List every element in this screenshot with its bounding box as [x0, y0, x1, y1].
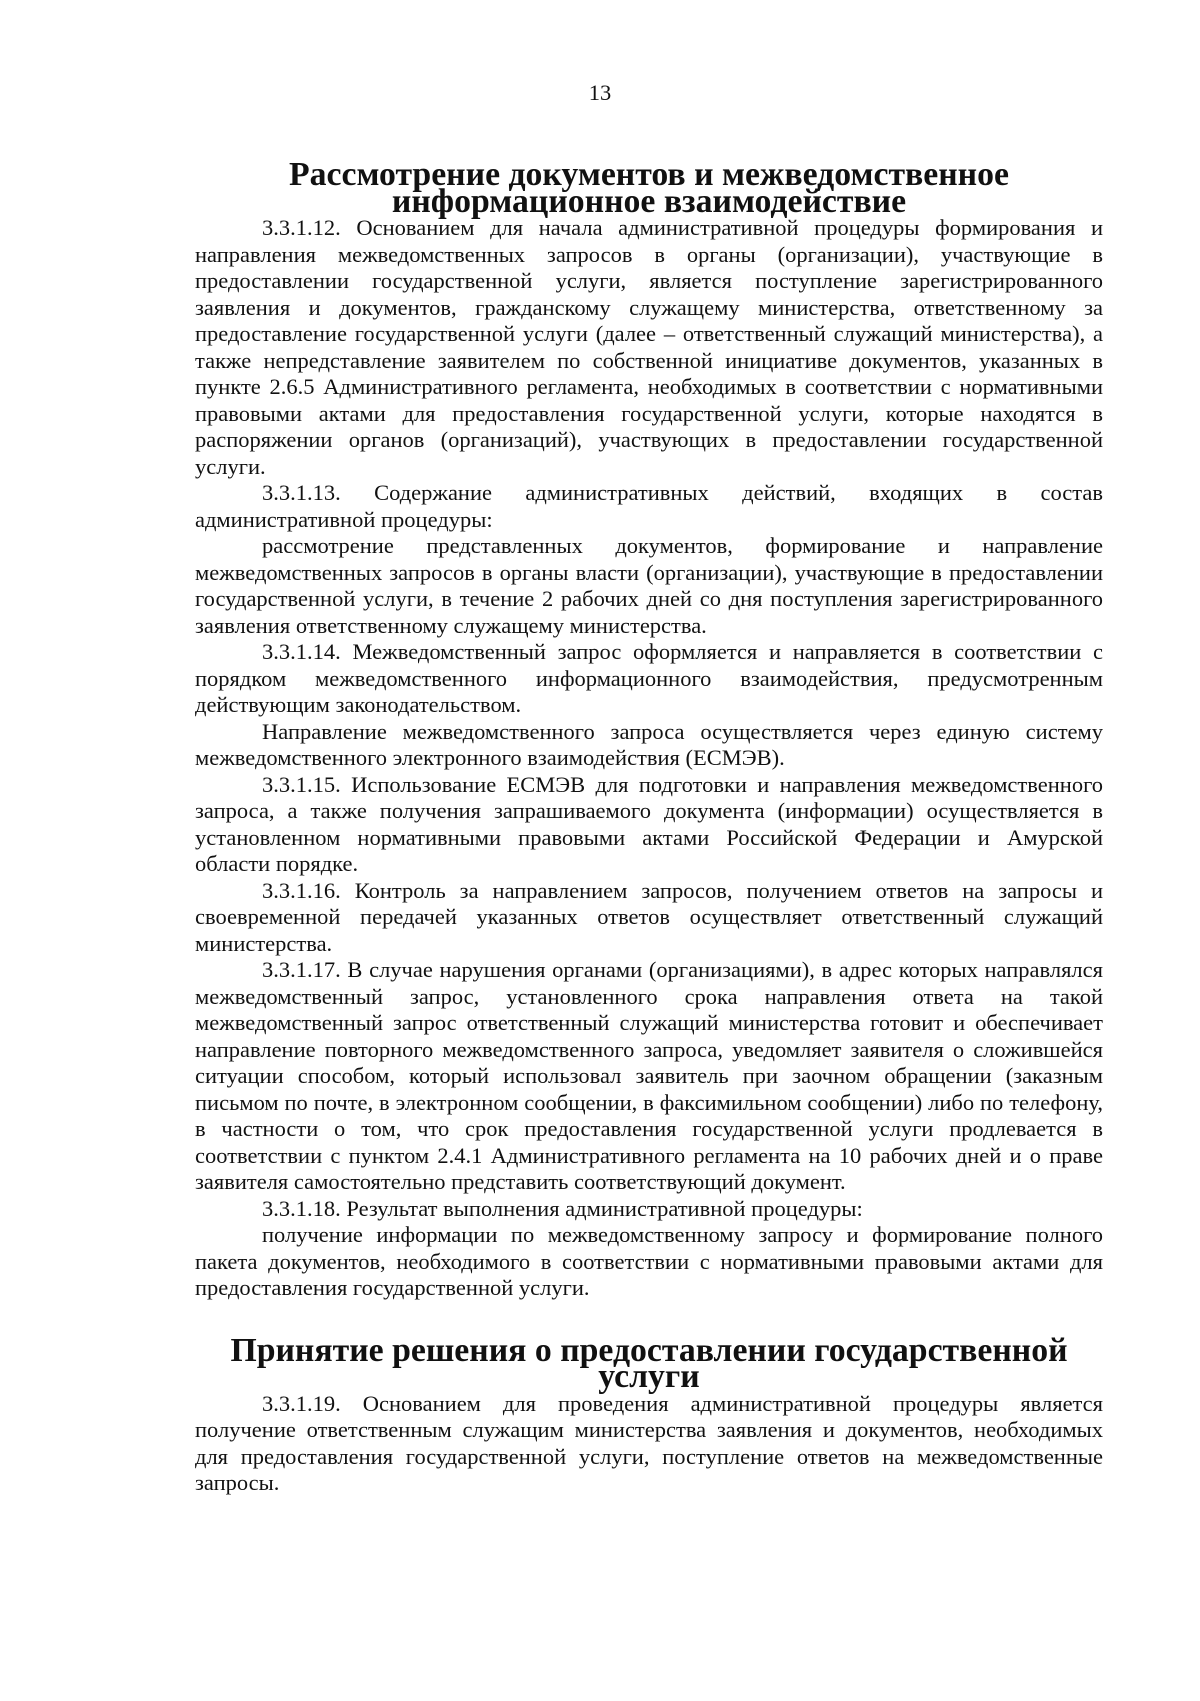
paragraph-3-3-1-13: 3.3.1.13. Содержание административных действий, входящих в состав административной процедуры: — [195, 480, 1103, 532]
paragraph-esmev-direction: Направление межведомственного запроса осуществляется через единую систему межведомственного электронного взаимодействия (ЕСМЭВ). — [195, 718, 1103, 770]
paragraph-3-3-1-17: 3.3.1.17. В случае нарушения органами (организациями), в адрес которых направлялся межведомственный запрос, установленного срока направления ответа на такой межведомственный запрос ответственный служащий министерства готовит и обеспечивает направление повторного межведомственного запроса, уведомляет заявителя о сложившейся ситуации способом, который использовал заявитель при заочном обращении (заказным письмом по почте, в электронном сообщении, в факсимильном сообщении) либо по телефону, в частности о том, что срок предоставления государственной услуги продлевается в соответствии с пунктом 2.4.1 Административного регламента на 10 рабочих дней и о праве заявителя самостоятельно представить соответствующий документ. — [195, 957, 1103, 1194]
section-heading-decision — [195, 1331, 1103, 1395]
document-body — [195, 156, 1103, 1497]
paragraph-3-3-1-14: 3.3.1.14. Межведомственный запрос оформляется и направляется в соответствии с порядком межведомственного информационного взаимодействия, предусмотренным действующим законодательством. — [195, 639, 1103, 717]
paragraph-3-3-1-12: 3.3.1.12. Основанием для начала административной процедуры формирования и направления межведомственных запросов в органы (организации), участвующие в предоставлении государственной услуги, является поступление зарегистрированного заявления и документов, гражданскому служащему министерства, ответственному за предоставление государственной услуги (далее – ответственный служащий министерства), а также непредставление заявителем по собственной инициативе документов, указанных в пункте 2.6.5 Административного регламента, необходимых в соответствии с нормативными правовыми актами для предоставления государственной услуги, которые находятся в распоряжении органов (организаций), участвующих в предоставлении государственной услуги. — [195, 215, 1103, 479]
paragraph-result: получение информации по межведомственному запросу и формирование полного пакета документов, необходимого в соответствии с нормативными правовыми актами для предоставления государственной услуги. — [195, 1222, 1103, 1300]
paragraph-3-3-1-18: 3.3.1.18. Результат выполнения административной процедуры: — [262, 1195, 863, 1221]
paragraph-3-3-1-16: 3.3.1.16. Контроль за направлением запросов, получением ответов на запросы и своевременной передачей указанных ответов осуществляет ответственный служащий министерства. — [195, 877, 1103, 956]
heading-line: Рассмотрение документов и межведомственное — [289, 156, 1009, 193]
paragraph-review-and-requests: рассмотрение представленных документов, формирование и направление межведомственных запросов в органы власти (организации), участвующие в предоставлении государственной услуги, в течение 2 рабочих дней со дня поступления зарегистрированного заявления ответственному служащему министерства. — [195, 533, 1103, 638]
heading-line: Принятие решения о предоставлении государственной услуги — [230, 1331, 1068, 1395]
paragraph-3-3-1-15: 3.3.1.15. Использование ЕСМЭВ для подготовки и направления межведомственного запроса, а также получения запрашиваемого документа (информации) осуществляется в установленном нормативными правовыми актами Российской Федерации и Амурской области порядке. — [195, 771, 1103, 876]
heading-line: информационное взаимодействие — [391, 182, 907, 220]
section-heading-documents-review — [195, 156, 1103, 220]
page-number: 13 — [588, 80, 612, 105]
paragraph-3-3-1-19: 3.3.1.19. Основанием для проведения административной процедуры является получение ответственным служащим министерства заявления и документов, необходимых для предоставления государственной услуги, поступление ответов на межведомственные запросы. — [195, 1390, 1103, 1495]
